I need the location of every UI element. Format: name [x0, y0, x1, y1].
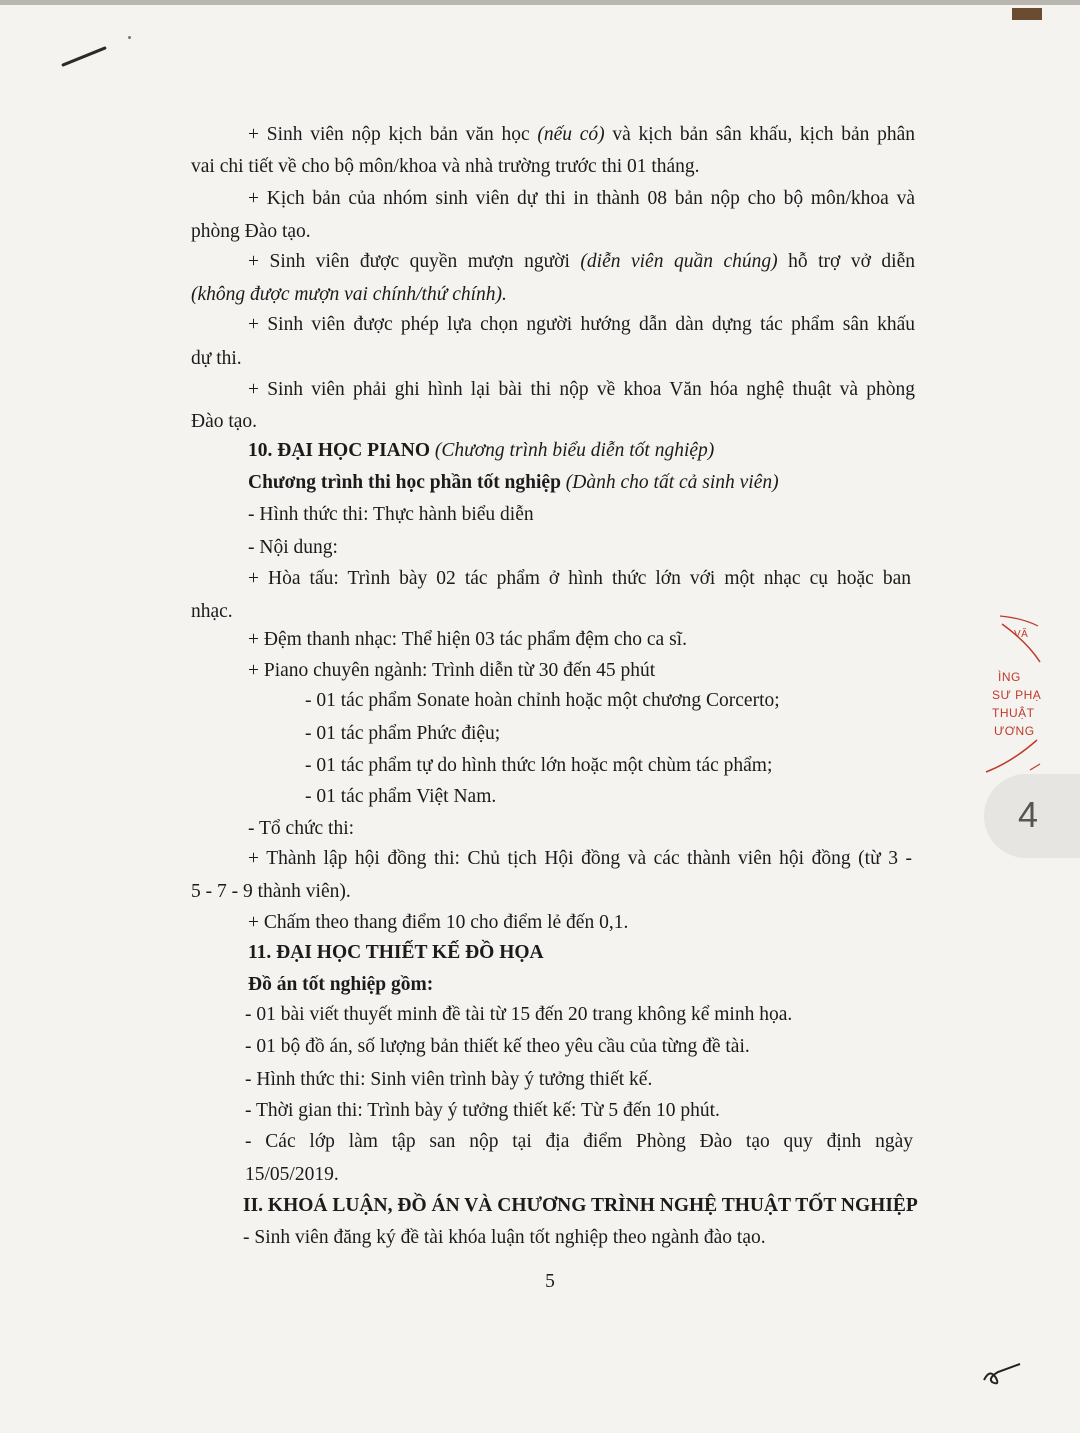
text-line — [305, 689, 780, 713]
text-line — [245, 1130, 913, 1154]
body-text: + Sinh viên nộp kịch bản văn học — [248, 124, 538, 145]
body-text: dự thi. — [191, 348, 242, 369]
body-text: + Hòa tấu: Trình bày 02 tác phẩm ở hình thức lớn với một nhạc cụ hoặc ban — [248, 568, 911, 589]
body-text: - 01 tác phẩm Phức điệu; — [305, 723, 501, 744]
seal-text: VĂ — [1014, 629, 1029, 640]
body-text: + Sinh viên phải ghi hình lại bài thi nộp về khoa Văn hóa nghệ thuật và phòng — [248, 379, 915, 400]
body-text: - Các lớp làm tập san nộp tại địa điểm Phòng Đào tạo quy định ngày — [245, 1131, 913, 1152]
text-line — [245, 1003, 792, 1027]
body-text: - Hình thức thi: Sinh viên trình bày ý tưởng thiết kế. — [245, 1069, 653, 1090]
body-text: + Sinh viên được quyền mượn người — [248, 251, 581, 272]
heading-text: 10. ĐẠI HỌC PIANO — [248, 440, 435, 461]
body-text: + Chấm theo thang điểm 10 cho điểm lẻ đến 0,1. — [248, 912, 629, 933]
text-line — [248, 536, 338, 560]
text-line — [305, 754, 772, 778]
text-line — [191, 880, 351, 904]
body-text: - 01 tác phẩm Việt Nam. — [305, 786, 497, 807]
text-line — [191, 155, 700, 179]
body-text: phòng Đào tạo. — [191, 221, 311, 242]
body-text: - Nội dung: — [248, 537, 338, 558]
text-line — [245, 1035, 750, 1059]
text-line — [248, 628, 687, 652]
italic-text: (không được mượn vai chính/thứ chính). — [191, 284, 507, 305]
body-text: + Kịch bản của nhóm sinh viên dự thi in thành 08 bản nộp cho bộ môn/khoa và — [248, 188, 915, 209]
body-text: nhạc. — [191, 601, 233, 622]
text-line — [248, 250, 915, 274]
text-line — [248, 187, 915, 211]
heading-text: Chương trình thi học phần tốt nghiệp — [248, 472, 566, 493]
text-line — [305, 785, 496, 809]
text-line — [191, 283, 507, 307]
body-text: 5 - 7 - 9 thành viên). — [191, 881, 351, 902]
body-text: và kịch bản sân khấu, kịch bản phân — [604, 124, 915, 145]
body-text: + Thành lập hội đồng thi: Chủ tịch Hội đồng và các thành viên hội đồng (từ 3 - — [248, 848, 912, 869]
seal-text: THUẬT — [992, 706, 1035, 720]
body-text: - Thời gian thi: Trình bày ý tưởng thiết kế: Từ 5 đến 10 phút. — [245, 1100, 720, 1121]
body-text: vai chi tiết về cho bộ môn/khoa và nhà trường trước thi 01 tháng. — [191, 156, 700, 177]
text-line — [243, 1194, 918, 1218]
text-line — [248, 123, 915, 147]
text-line — [243, 1226, 766, 1250]
text-line — [248, 973, 433, 997]
text-line — [245, 1163, 339, 1187]
body-text: - 01 tác phẩm tự do hình thức lớn hoặc một chùm tác phẩm; — [305, 755, 773, 776]
text-line — [248, 378, 915, 402]
seal-text: SƯ PHẠ — [992, 688, 1042, 702]
text-line — [245, 1068, 652, 1092]
initials-signature — [980, 1358, 1030, 1388]
italic-text: (Dành cho tất cả sinh viên) — [565, 472, 779, 493]
heading-text: 11. ĐẠI HỌC THIẾT KẾ ĐỒ HỌA — [248, 942, 544, 963]
text-line — [248, 313, 915, 337]
italic-text: (Chương trình biểu diễn tốt nghiệp) — [434, 440, 715, 461]
heading-text: Đồ án tốt nghiệp gồm: — [248, 974, 434, 995]
body-text: - 01 bài viết thuyết minh đề tài từ 15 đến 20 trang không kể minh họa. — [245, 1004, 793, 1025]
body-text: Đào tạo. — [191, 411, 258, 432]
body-text: - 01 tác phẩm Sonate hoàn chỉnh hoặc một chương Corcerto; — [305, 690, 780, 711]
body-text: + Sinh viên được phép lựa chọn người hướng dẫn dàn dựng tác phẩm sân khấu — [248, 314, 915, 335]
text-line — [245, 1099, 720, 1123]
text-line — [248, 817, 354, 841]
text-line — [248, 567, 911, 591]
body-text: - Hình thức thi: Thực hành biểu diễn — [248, 504, 534, 525]
body-text: 15/05/2019. — [245, 1164, 339, 1185]
text-line — [191, 347, 242, 371]
body-text: hỗ trợ vở diễn — [777, 251, 916, 272]
text-line — [191, 410, 257, 434]
page-indicator-label: 4 — [1018, 794, 1039, 835]
text-line — [248, 659, 655, 683]
page-indicator-badge[interactable] — [984, 774, 1080, 858]
body-text: - Tổ chức thi: — [248, 818, 355, 839]
text-line — [248, 471, 779, 495]
text-line — [248, 847, 912, 871]
body-text: - Sinh viên đăng ký đề tài khóa luận tốt nghiệp theo ngành đào tạo. — [243, 1227, 766, 1248]
italic-text: (diễn viên quần chúng) — [580, 251, 778, 272]
text-line — [305, 722, 500, 746]
body-text: + Đệm thanh nhạc: Thể hiện 03 tác phẩm đệm cho ca sĩ. — [248, 629, 687, 650]
body-text: + Piano chuyên ngành: Trình diễn từ 30 đến 45 phút — [248, 660, 656, 681]
seal-text: ÌNG — [998, 670, 1021, 684]
seal-text: ƯƠNG — [994, 724, 1035, 738]
text-line — [248, 941, 544, 965]
red-stamp-seal — [982, 612, 1052, 782]
text-line — [191, 220, 311, 244]
body-text: - 01 bộ đồ án, số lượng bản thiết kế theo yêu cầu của từng đề tài. — [245, 1036, 750, 1057]
text-line — [248, 503, 534, 527]
text-line — [248, 911, 628, 935]
heading-text: II. KHOÁ LUẬN, ĐỒ ÁN VÀ CHƯƠNG TRÌNH NGHỆ THUẬT TỐT NGHIỆP — [243, 1195, 918, 1216]
text-line — [191, 600, 233, 624]
italic-text: (nếu có) — [537, 124, 605, 145]
page-number: 5 — [545, 1271, 555, 1292]
text-line — [248, 439, 714, 463]
